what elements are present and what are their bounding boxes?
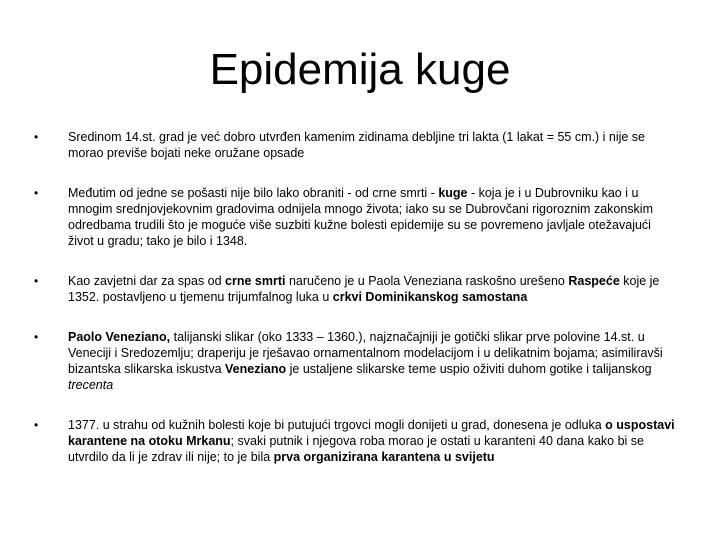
bullet-emphasis: Paolo Veneziano, [68, 330, 171, 344]
bullet-emphasis: Raspeće [568, 274, 620, 288]
bullet-dot-icon: • [34, 418, 39, 432]
bullet-emphasis: crne smrti [225, 274, 286, 288]
bullet-text: naručeno je u Paola Veneziana raskošno urešeno [285, 274, 569, 288]
bullet-dot-icon: • [34, 186, 39, 200]
bullet-item [0, 417, 720, 465]
bullet-dot-icon: • [34, 330, 39, 344]
bullet-text: ; svaki putnik i njegova roba morao je ostati u karanteni 40 dana kako bi se utvrdilo da li je zdrav ili nije; to je bila [68, 434, 644, 464]
bullet-item [0, 273, 720, 305]
bullet-text: Sredinom 14.st. grad je već dobro utvrđen kamenim zidinama debljine tri lakta (1 lakat = 55 cm.) i nije se morao previše bojati neke oružane opsade [68, 130, 646, 160]
bullet-dot-icon: • [34, 274, 39, 288]
bullet-text: je ustaljene slikarske teme uspio oživiti duhom gotike i talijanskog [286, 362, 652, 376]
bullet-emphasis: prva organizirana karantena u svijetu [273, 450, 495, 464]
bullet-emphasis: Veneziano [225, 362, 287, 376]
bullet-item [0, 185, 720, 249]
bullet-item [0, 129, 720, 161]
bullet-text: koje je 1352. postavljeno u tjemenu trijumfalnog luka u [68, 274, 660, 304]
bullet-text: - koja je i u Dubrovniku kao i u mnogim srednjovjekovnim gradovima odnijela mnogo života; iako su se Dubrovčani rigoroznim zakonskim odredbama trudili što je moguće više suzbiti kužne bolesti epidemije su se povremeno javljale otežavajući život u gradu; tako je bilo i 1348. [68, 186, 653, 248]
bullet-text: Kao zavjetni dar za spas od [68, 274, 226, 288]
bullet-dot-icon: • [34, 130, 39, 144]
bullet-text: talijanski slikar (oko 1333 – 1360.), najznačajniji je gotički slikar prve polovine 14.st. u Veneciji i Sredozemlju; draperiju je rješavao ornamentalnom modelacijom i u delikatnim bojama; asimiliravši bizantska slikarska iskustva [68, 330, 663, 376]
bullet-emphasis: kuge [438, 186, 468, 200]
bullet-italic: trecenta [68, 378, 114, 392]
bullet-list [0, 129, 720, 489]
bullet-emphasis: o uspostavi karantene na otoku Mrkanu [68, 418, 675, 448]
slide-title: Epidemija kuge [209, 45, 511, 94]
bullet-text: Međutim od jedne se pošasti nije bilo lako obraniti - od crne smrti - [68, 186, 439, 200]
bullet-item [0, 329, 720, 393]
bullet-text: 1377. u strahu od kužnih bolesti koje bi putujući trgovci mogli donijeti u grad, donesena je odluka [68, 418, 606, 432]
bullet-emphasis: crkvi Dominikanskog samostana [332, 290, 528, 304]
